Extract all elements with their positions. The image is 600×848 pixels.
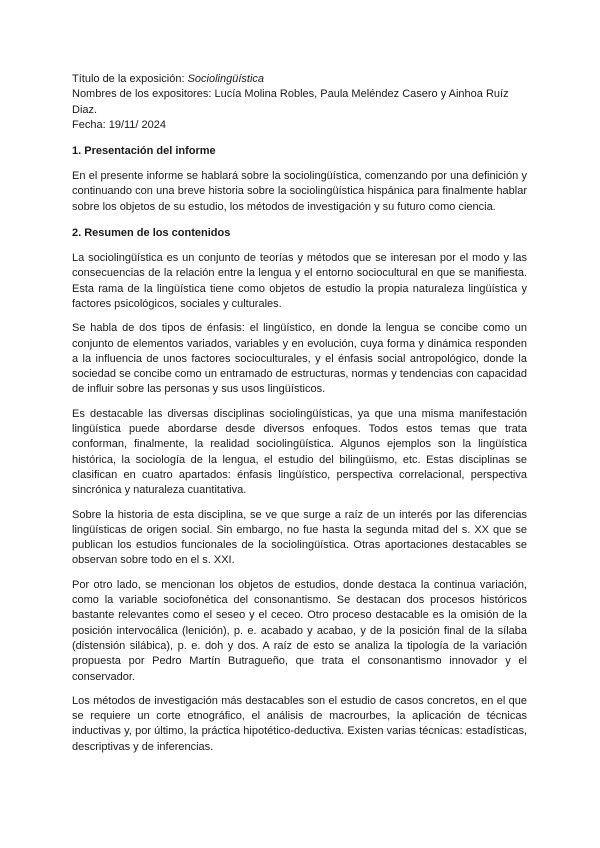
paragraph: Sobre la historia de esta disciplina, se ve que surge a raíz de un interés por las diferencias lingüísticas de origen social. Sin embargo, no fue hasta la segunda mitad del s. XX que se publican los estudios funcionales de la sociolingüística. Otras aportaciones destacables se observan sobre todo en el s. XXI. <box>72 508 527 567</box>
date-label: Fecha: <box>72 118 106 131</box>
title-label: Título de la exposición: <box>72 73 185 85</box>
authors-label: Nombres de los expositores: <box>72 88 212 101</box>
section-heading-summary: 2. Resumen de los contenidos <box>72 227 231 240</box>
paragraph: Los métodos de investigación más destacables son el estudio de casos concretos, en el que se requiere un corte etnográfico, el análisis de macrourbes, la aplicación de técnicas inductivas y, por último, la práctica hipotético-deductiva. Existen varias técnicas: estadísticas, descriptivas y de inferencias. <box>72 694 527 753</box>
date-line <box>72 118 527 133</box>
paragraph: La sociolingüística es un conjunto de teorías y métodos que se interesan por el modo y las consecuencias de la relación entre la lengua y el entorno sociocultural en que se manifiesta. Esta rama de la lingüística tiene como objetos de estudio la propia naturaleza lingüística y factores psicológicos, sociales y culturales. <box>72 252 527 310</box>
paragraph: Se habla de dos tipos de énfasis: el lingüístico, en donde la lengua se concibe como un conjunto de elementos variados, variables y en evolución, cuya forma y dinámica responden a la influencia de unos factores socioculturales, y el énfasis social antropológico, donde la sociedad se concibe como un entramado de estructuras, normas y tendencias con capacidad de influir sobre las personas y sus usos lingüísticos. <box>72 322 527 396</box>
title-line <box>72 72 527 87</box>
authors-line <box>72 87 527 118</box>
section-heading-presentation: 1. Presentación del informe <box>72 145 216 158</box>
title-value: Sociolingüística <box>187 73 265 85</box>
authors-value: Lucía Molina Robles, Paula Meléndez Casero y Ainhoa Ruíz Diaz. <box>72 88 509 116</box>
document-content <box>72 72 527 764</box>
paragraph: Por otro lado, se mencionan los objetos de estudios, donde destaca la continua variación, como la variable sociofonética del consonantismo. Se destacan dos procesos históricos bastante relevantes como el seseo y el ceceo. Otro proceso destacable es la omisión de la posición intervocálica (lenición), p. e. acabado y acabao, y de la posición final de la sílaba (distensión silábica), p. e. doh y dos. A raíz de esto se analiza la tipología de la variación propuesta por Pedro Martín Butragueño, que trata el consonantismo innovador y el conservador. <box>72 578 527 683</box>
date-value: 19/11/ 2024 <box>108 118 166 131</box>
paragraph: En el presente informe se hablará sobre la sociolingüística, comenzando por una definición y continuando con una breve historia sobre la sociolingüística hispánica para finalmente hablar sobre los objetos de su estudio, los métodos de investigación y su futuro como ciencia. <box>72 170 527 213</box>
paragraph: Es destacable las diversas disciplinas sociolingüísticas, ya que una misma manifestación lingüística puede abordarse desde diversos enfoques. Todos estos temas que trata conforman, finalmente, la realidad sociolingüística. Algunos ejemplos son la lingüística histórica, la sociología de la lengua, el estudio del bilingüismo, etc. Estas disciplinas se clasifican en cuatro apartados: énfasis lingüístico, perspectiva correlacional, perspectiva sincrónica y naturaleza cuantitativa. <box>72 407 527 497</box>
document-header <box>72 72 527 133</box>
